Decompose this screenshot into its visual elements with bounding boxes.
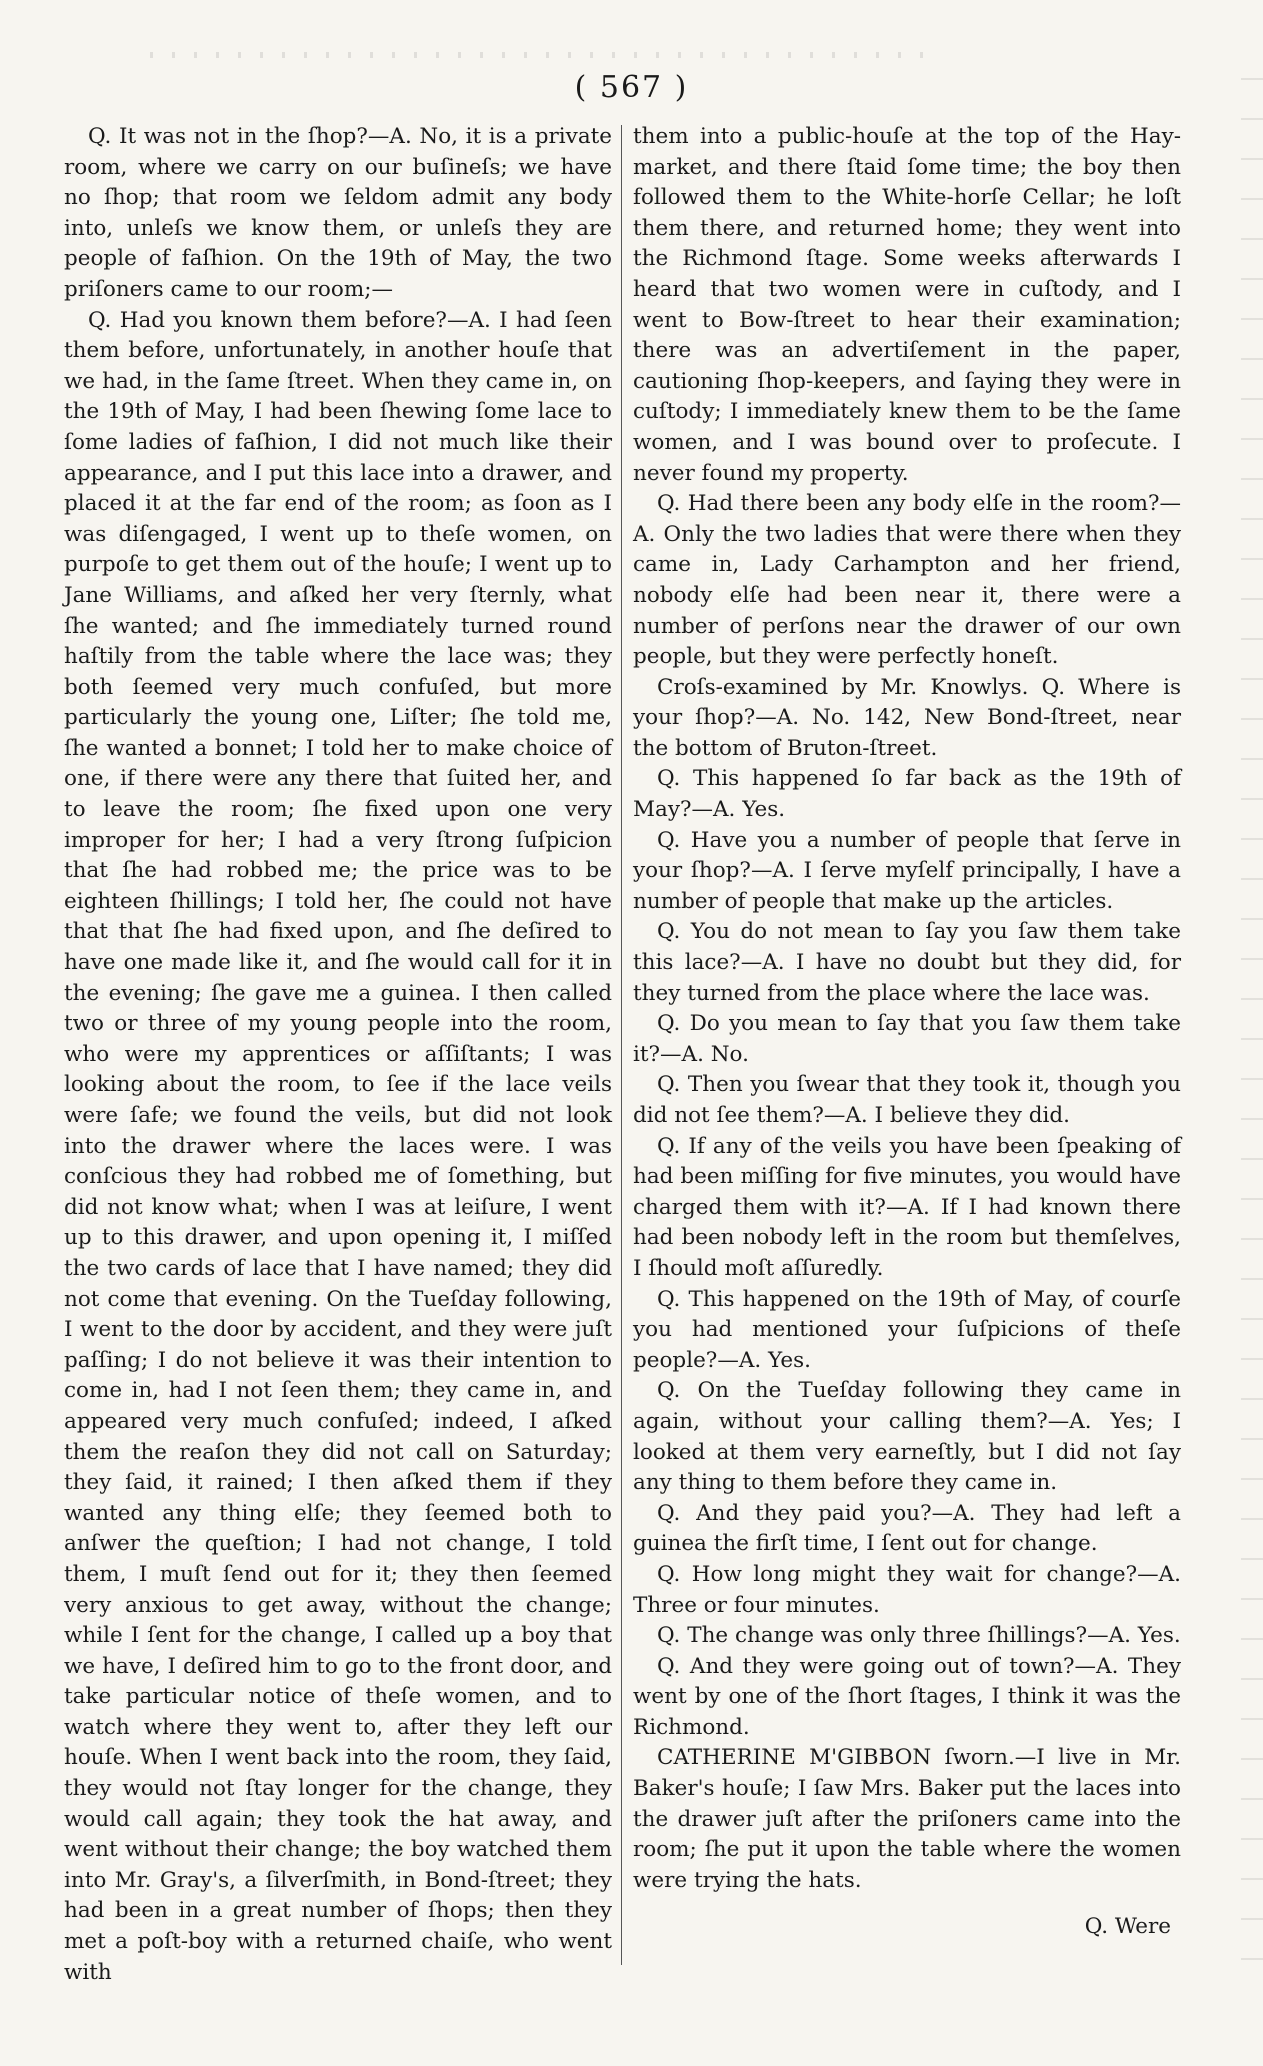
paragraph: Q. You do not mean to ſay you ſaw them take this lace?—A. I have no doubt but they did, for they turned from the place where the lace was. bbox=[633, 919, 1181, 1006]
paragraph: them into a public-houſe at the top of the Hay-market, and there ſtaid ſome time; the boy then followed them to the White-horſe Cellar; he loſt them there, and returned home; they went into the Richmond ſtage. Some weeks afterwards I heard that two women were in cuſtody, and I went to Bow-ſtreet to hear their examination; there was an advertiſement in the paper, cautioning ſhop-keepers, and ſaying they were in cuſtody; I immediately knew them to be the ſame women, and I was bound over to proſecute. I never found my property. bbox=[633, 124, 1181, 486]
paragraph: Q. If any of the veils you have been ſpeaking of had been miſſing for five minutes, you would have charged them with it?—A. If I had known there had been nobody left in the room but themſelves, I ſhould moſt aſſuredly. bbox=[633, 1133, 1181, 1281]
print-noise bbox=[150, 52, 930, 58]
paragraph: Q. This happened ſo far back as the 19th of May?—A. Yes. bbox=[633, 766, 1181, 823]
paragraph: Q. Then you ſwear that they took it, though you did not ſee them?—A. I believe they did. bbox=[633, 1072, 1181, 1128]
catchword: Q. Were bbox=[1084, 1914, 1171, 1939]
paragraph: Q. And they were going out of town?—A. They went by one of the ſhort ſtages, I think it was the Richmond. bbox=[633, 1653, 1181, 1740]
paragraph: Q. It was not in the ſhop?—A. No, it is a private room, where we carry on our buſineſs; we have no ſhop; that room we ſeldom admit any body into, unleſs we know them, or unleſs they are people of faſhion. On the 19th of May, the two priſoners came to our room;— bbox=[64, 124, 612, 302]
paragraph: Q. Had there been any body elſe in the room?—A. Only the two ladies that were there when they came in, Lady Carhampton and her friend, nobody elſe had been near it, there were a number of perſons near the drawer of our own people, but they were perfectly honeſt. bbox=[633, 491, 1181, 670]
paragraph: Q. Have you a number of people that ſerve in your ſhop?—A. I ſerve myſelf principally, I have a number of people that make up the articles. bbox=[633, 827, 1181, 914]
right-column bbox=[633, 122, 1181, 1896]
column-divider bbox=[621, 125, 622, 1965]
paragraph: Q. On the Tueſday following they came in again, without your calling them?—A. Yes; I looked at them very earneſtly, but I did not ſay any thing to them before they came in. bbox=[633, 1378, 1181, 1496]
paragraph: Q. How long might they wait for change?—A. Three or four minutes. bbox=[633, 1561, 1181, 1618]
paragraph: CATHERINE M'GIBBON ſworn.—I live in Mr. Baker's houſe; I ſaw Mrs. Baker put the laces into the drawer juſt after the priſoners came into the room; ſhe put it upon the table where the women were trying the hats. bbox=[633, 1745, 1181, 1893]
page-edge-noise bbox=[1241, 60, 1263, 1990]
paragraph: Q. Do you mean to ſay that you ſaw them take it?—A. No. bbox=[633, 1011, 1181, 1067]
paragraph: Q. And they paid you?—A. They had left a guinea the firſt time, I ſent out for change. bbox=[633, 1500, 1181, 1557]
paragraph: Q. This happened on the 19th of May, of courſe you had mentioned your ſuſpicions of theſe people?—A. Yes. bbox=[633, 1286, 1181, 1373]
paragraph: Q. The change was only three ſhillings?—A. Yes. bbox=[657, 1623, 1181, 1649]
paragraph: Q. Had you known them before?—A. I had ſeen them before, unfortunately, in another houſe that we had, in the ſame ſtreet. When they came in, on the 19th of May, I had been ſhewing ſome lace to ſome ladies of faſhion, I did not much like their appearance, and I put this lace into a drawer, and placed it at the far end of the room; as ſoon as I was diſengaged, I went up to theſe women, on purpoſe to get them out of the houſe; I went up to Jane Williams, and aſked her very ſternly, what ſhe wanted; and ſhe immediately turned round haſtily from the table where the lace was; they both ſeemed very much confuſed, but more particularly the young one, Liſter; ſhe told me, ſhe wanted a bonnet; I told her to make choice of one, if there were any there that ſuited her, and to leave the room; ſhe fixed upon one very improper for her; I had a very ſtrong ſuſpicion that ſhe had robbed me; the price was to be eighteen ſhillings; I told her, ſhe could not have that that ſhe had fixed upon, and ſhe deſired to have one made like it, and ſhe would call for it in the evening; ſhe gave me a guinea. I then called two or three of my young people into the room, who were my apprentices or aſſiſtants; I was looking about the room, to ſee if the lace veils were ſafe; we found the veils, but did not look into the drawer where the laces were. I was conſcious they had robbed me of ſomething, but did not know what; when I was at leiſure, I went up to this drawer, and upon opening it, I miſſed the two cards of lace that I have named; they did not come that evening. On the Tueſday following, I went to the door by accident, and they were juſt paſſing; I do not believe it was their intention to come in, had I not ſeen them; they came in, and appeared very much confuſed; indeed, I aſked them the reaſon they did not call on Saturday; they ſaid, it rained; I then aſked them if they wanted any thing elſe; they ſeemed both to anſwer the queſtion; I had not change, I told them, I muſt ſend out for it; they then ſeemed very anxious to get away, without the change; while I ſent for the change, I called up a boy that we have, I deſired him to go to the front door, and take particular notice of theſe women, and to watch where they went to, after they left our houſe. When I went back into the room, they ſaid, they would not ſtay longer for the change, they would call again; they took the hat away, and went without their change; the boy watched them into Mr. Gray's, a ſilverſmith, in Bond-ſtreet; they had been in a great number of ſhops; then they met a poſt-boy with a returned chaiſe, who went with bbox=[64, 307, 612, 1985]
left-column bbox=[64, 122, 612, 1988]
paragraph: Croſs-examined by Mr. Knowlys. Q. Where is your ſhop?—A. No. 142, New Bond-ſtreet, near the bottom of Bruton-ſtreet. bbox=[633, 674, 1181, 761]
page-number: ( 567 ) bbox=[574, 70, 689, 105]
